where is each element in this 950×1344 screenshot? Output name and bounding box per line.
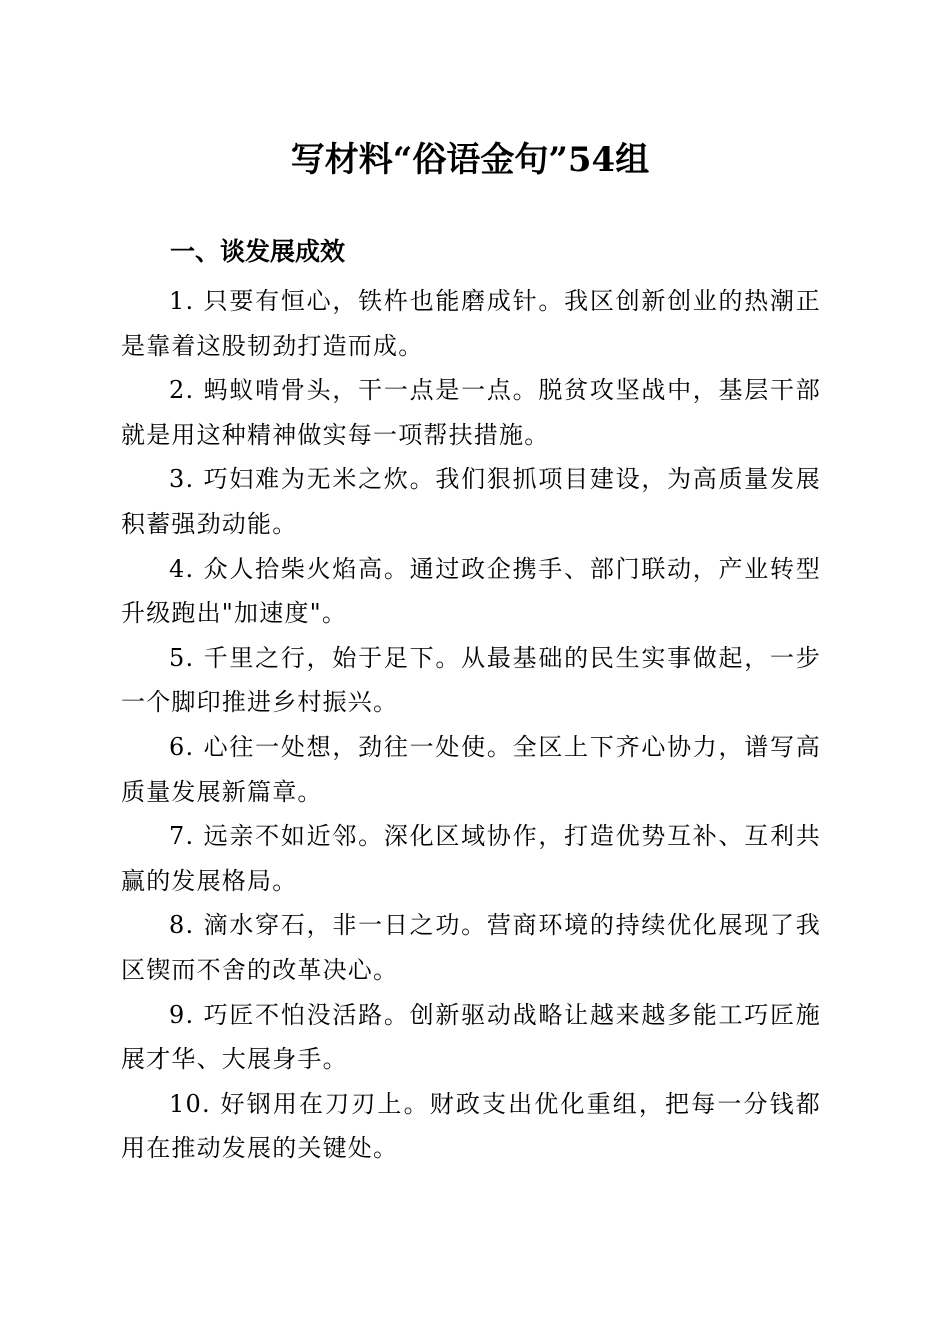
item-list (121, 279, 821, 1171)
list-item-7: 7. 远亲不如近邻。深化区域协作，打造优势互补、互利共赢的发展格局。 (121, 822, 821, 895)
section-heading: 一、谈发展成效 (170, 237, 346, 266)
list-item-2: 2. 蚂蚁啃骨头，干一点是一点。脱贫攻坚战中，基层干部就是用这种精神做实每一项帮扶措施。 (121, 376, 821, 449)
list-item-4: 4. 众人拾柴火焰高。通过政企携手、部门联动，产业转型升级跑出"加速度"。 (121, 554, 821, 628)
list-item-5: 5. 千里之行，始于足下。从最基础的民生实事做起，一步一个脚印推进乡村振兴。 (121, 643, 821, 717)
list-item-8: 8. 滴水穿石，非一日之功。营商环境的持续优化展现了我区锲而不舍的改革决心。 (121, 911, 821, 984)
list-item-9: 9. 巧匠不怕没活路。创新驱动战略让越来越多能工巧匠施展才华、大展身手。 (121, 1000, 821, 1074)
list-item-3: 3. 巧妇难为无米之炊。我们狠抓项目建设，为高质量发展积蓄强劲动能。 (121, 465, 821, 538)
list-item-6: 6. 心往一处想，劲往一处使。全区上下齐心协力，谱写高质量发展新篇章。 (121, 732, 821, 806)
document-title: 写材料“俗语金句”54组 (290, 140, 650, 180)
list-item-10: 10. 好钢用在刀刃上。财政支出优化重组，把每一分钱都用在推动发展的关键处。 (121, 1089, 821, 1163)
list-item-1: 1. 只要有恒心，铁杵也能磨成针。我区创新创业的热潮正是靠着这股韧劲打造而成。 (121, 287, 821, 360)
